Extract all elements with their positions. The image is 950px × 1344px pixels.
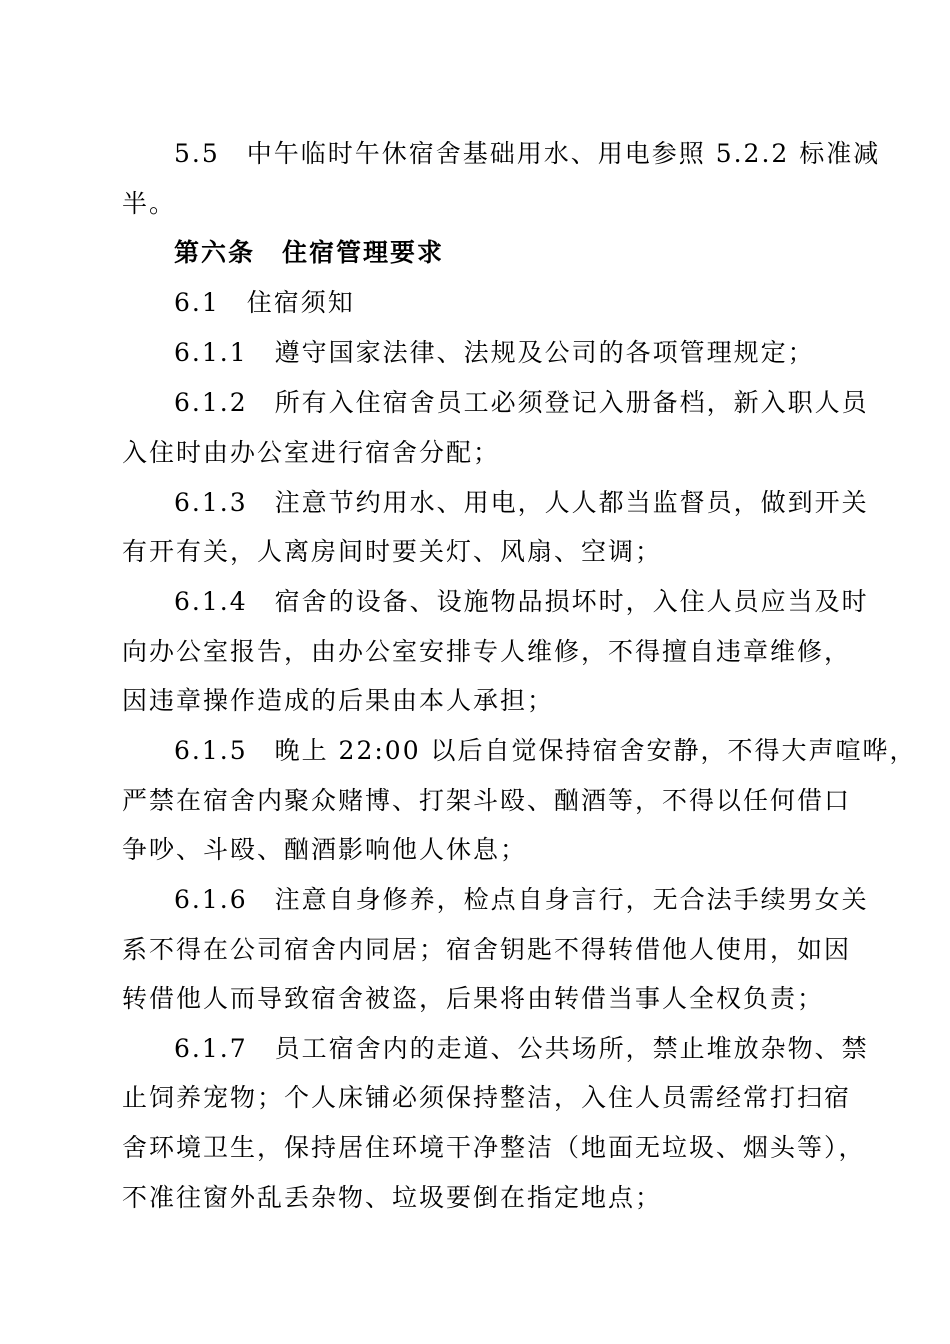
clause-6-1-3-line-1: 6.1.3 注意节约用水、用电，人人都当监督员，做到开关 (174, 488, 869, 517)
clause-6-1-7-line-3: 舍环境卫生，保持居住环境干净整洁（地面无垃圾、烟头等）， (122, 1133, 866, 1162)
paragraph-5-5-line-2: 半。 (122, 189, 177, 218)
clause-6-1-6-line-1: 6.1.6 注意自身修养，检点自身言行，无合法手续男女关 (174, 885, 869, 914)
clause-6-1-2-line-1: 6.1.2 所有入住宿舍员工必须登记入册备档，新入职人员 (174, 388, 869, 417)
clause-6-1-4-line-3: 因违章操作造成的后果由本人承担； (122, 686, 555, 715)
section-heading: 第六条 住宿管理要求 (174, 238, 445, 267)
clause-6-1-7-line-2: 止饲养宠物；个人床铺必须保持整洁，入住人员需经常打扫宿 (122, 1083, 852, 1112)
subsection-heading: 6.1 住宿须知 (174, 288, 355, 317)
clause-6-1-3-line-2: 有开有关，人离房间时要关灯、风扇、空调； (122, 537, 663, 566)
clause-6-1-7-line-1: 6.1.7 员工宿舍内的走道、公共场所，禁止堆放杂物、禁 (174, 1034, 869, 1063)
clause-6-1-5-line-3: 争吵、斗殴、酗酒影响他人休息； (122, 835, 528, 864)
clause-6-1-5-line-2: 严禁在宿舍内聚众赌博、打架斗殴、酗酒等，不得以任何借口 (122, 786, 852, 815)
clause-6-1-1: 6.1.1 遵守国家法律、法规及公司的各项管理规定； (174, 338, 815, 367)
clause-6-1-5-line-1: 6.1.5 晚上 22:00 以后自觉保持宿舍安静，不得大声喧哗， (174, 736, 917, 765)
clause-6-1-4-line-2: 向办公室报告，由办公室安排专人维修，不得擅自违章维修， (122, 637, 852, 666)
clause-6-1-7-line-4: 不准往窗外乱丢杂物、垃圾要倒在指定地点； (122, 1183, 663, 1212)
paragraph-5-5-line-1: 5.5 中午临时午休宿舍基础用水、用电参照 5.2.2 标准减 (174, 139, 881, 168)
clause-6-1-4-line-1: 6.1.4 宿舍的设备、设施物品损坏时，入住人员应当及时 (174, 587, 869, 616)
clause-6-1-6-line-3: 转借他人而导致宿舍被盗，后果将由转借当事人全权负责； (122, 984, 825, 1013)
clause-6-1-6-line-2: 系不得在公司宿舍内同居；宿舍钥匙不得转借他人使用，如因 (122, 935, 852, 964)
clause-6-1-2-line-2: 入住时由办公室进行宿舍分配； (122, 438, 501, 467)
